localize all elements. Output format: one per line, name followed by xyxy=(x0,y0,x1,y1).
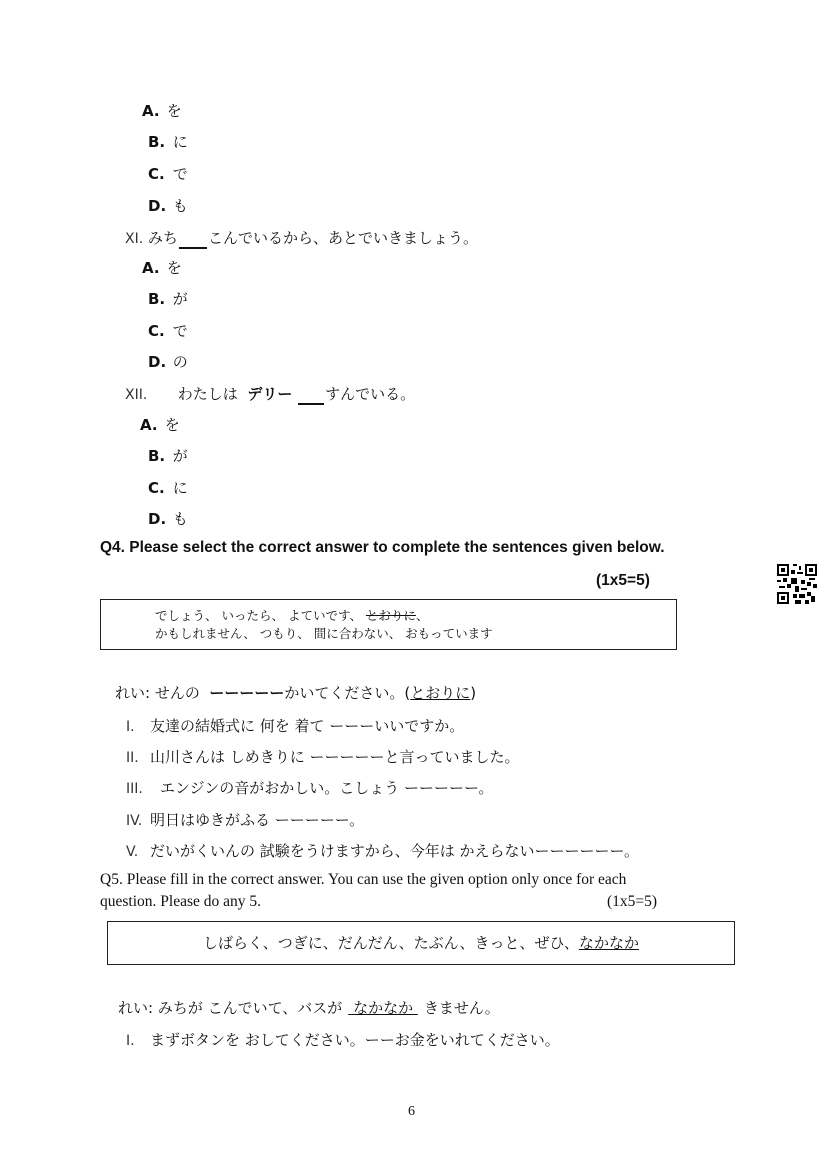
word-box-line-1: でしょう、 いったら、 よていです、 とおりに、 xyxy=(155,608,429,623)
question-xii: XII. わたしは デリー すんでいる。 xyxy=(125,385,416,403)
q4-item-3: III. エンジンの音がおかしい。こしょう ーーーーー。 xyxy=(126,779,494,797)
option-c: C. に xyxy=(148,479,188,497)
option-c: C. で xyxy=(148,165,188,183)
option-a: A. を xyxy=(142,259,182,277)
option-d: D. も xyxy=(148,197,188,215)
option-d: D. も xyxy=(148,510,188,528)
blank xyxy=(298,385,324,405)
q4-heading: Q4. Please select the correct answer to complete the sentences given below. xyxy=(100,539,665,556)
question-number: XII. xyxy=(125,387,148,403)
q4-word-box xyxy=(100,599,677,650)
option-b: B. に xyxy=(148,133,188,151)
q5-heading-line-2: question. Please do any 5. xyxy=(100,893,262,910)
q4-item-5: V. だいがくいんの 試験をうけますから、今年は かえらないーーーーーー。 xyxy=(126,842,639,860)
page-number: 6 xyxy=(408,1104,415,1119)
question-xi: XI. みち こんでいるから、あとでいきましょう。 xyxy=(125,229,478,247)
option-c: C. で xyxy=(148,322,188,340)
qr-code-icon xyxy=(777,564,817,604)
option-d: D. の xyxy=(148,353,188,371)
option-a: A. を xyxy=(140,416,180,434)
option-b: B. が xyxy=(148,290,188,308)
question-number: XI. xyxy=(125,231,144,247)
option-a: A. を xyxy=(142,102,182,120)
q5-word-box xyxy=(107,921,735,965)
q4-item-4: IV. 明日はゆきがふる ーーーーー。 xyxy=(126,811,365,829)
q5-heading-line-1: Q5. Please fill in the correct answer. You can use the given option only once for each xyxy=(100,871,627,888)
word-box-text: しばらく、つぎに、だんだん、たぶん、きっと、ぜひ、なかなか xyxy=(203,934,639,952)
q5-item-1: I. まずボタンを おしてください。ーーお金をいれてください。 xyxy=(126,1031,560,1049)
word-box-line-2: かもしれません、 つもり、 間に合わない、 おもっています xyxy=(155,626,493,641)
q5-marks: (1x5=5) xyxy=(607,893,658,910)
blank xyxy=(179,229,207,249)
q5-example: れい: みちが こんでいて、バスが なかなか きません。 xyxy=(118,999,500,1017)
q4-example: れい: せんの ーーーーーかいてください。(とおりに) xyxy=(115,684,477,702)
q4-item-1: I. 友達の結婚式に 何を 着て ーーーいいですか。 xyxy=(126,717,465,735)
option-b: B. が xyxy=(148,447,188,465)
q4-marks: (1x5=5) xyxy=(596,572,650,589)
q4-item-2: II. 山川さんは しめきりに ーーーーーと言っていました。 xyxy=(126,748,520,766)
